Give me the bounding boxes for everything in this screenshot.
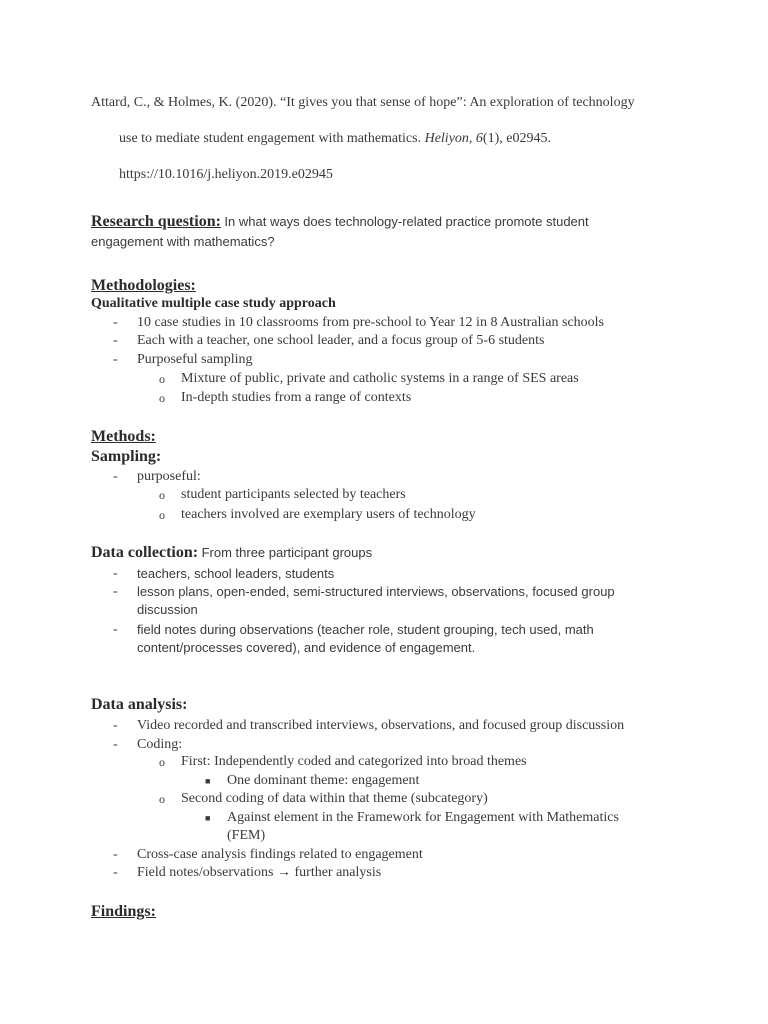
data-analysis-sub-2-1-cont: (FEM) [227, 828, 266, 843]
data-collection-item-2-cont: discussion [137, 602, 198, 617]
citation-journal: Heliyon, [424, 131, 473, 146]
citation-line-1 [91, 94, 635, 112]
bullet-circle: o [159, 372, 165, 386]
data-collection-item-1: teachers, school leaders, students [137, 566, 335, 581]
data-collection-item-2: lesson plans, open-ended, semi-structured interviews, observations, focused group [137, 584, 615, 599]
bullet-dash: - [113, 622, 118, 637]
data-collection-intro: From three participant groups [201, 545, 373, 560]
data-analysis-item-3: Cross-case analysis findings related to engagement [137, 847, 423, 862]
methodologies-subheading: Qualitative multiple case study approach [91, 296, 336, 311]
bullet-dash: - [113, 315, 118, 330]
data-collection-item-3-cont: content/processes covered), and evidence of engagement. [137, 640, 476, 655]
sampling-heading: Sampling: [91, 448, 162, 465]
bullet-circle: o [159, 755, 165, 769]
bullet-square: ■ [205, 776, 211, 786]
citation-title-part2: use to mediate student engagement with mathematics. [119, 131, 422, 146]
bullet-dash: - [113, 469, 118, 484]
data-analysis-item-4-text-2: further analysis [294, 865, 382, 880]
data-analysis-sub-1-1: One dominant theme: engagement [227, 773, 420, 788]
data-analysis-sub-1: First: Independently coded and categorized into broad themes [181, 754, 527, 769]
arrow-right-icon: → [277, 865, 291, 880]
citation-line-2 [119, 130, 551, 148]
bullet-dash: - [113, 352, 118, 367]
bullet-dash: - [113, 333, 118, 348]
methods-heading: Methods: [91, 428, 156, 445]
research-question-heading: Research question: [91, 213, 221, 230]
data-collection-item-3: field notes during observations (teacher role, student grouping, tech used, math [137, 622, 594, 637]
bullet-circle: o [159, 488, 165, 502]
methodology-subitem-1: Mixture of public, private and catholic systems in a range of SES areas [181, 371, 579, 386]
findings-heading: Findings: [91, 903, 156, 920]
research-question-text-1: In what ways does technology-related practice promote student [224, 214, 589, 229]
bullet-circle: o [159, 508, 165, 522]
bullet-square: ■ [205, 813, 211, 823]
sampling-item: purposeful: [137, 469, 201, 484]
citation-authors: Attard, C., & Holmes, K. (2020). [91, 95, 277, 110]
bullet-dash: - [113, 737, 118, 752]
citation-doi: https://10.1016/j.heliyon.2019.e02945 [119, 167, 333, 182]
data-collection-line [91, 544, 372, 563]
bullet-dash: - [113, 584, 118, 599]
bullet-dash: - [113, 566, 118, 581]
research-question-text-2: engagement with mathematics? [91, 234, 275, 249]
bullet-circle: o [159, 792, 165, 806]
methodologies-heading: Methodologies: [91, 277, 196, 294]
bullet-dash: - [113, 865, 118, 880]
bullet-dash: - [113, 718, 118, 733]
methodology-item-2: Each with a teacher, one school leader, and a focus group of 5-6 students [137, 333, 545, 348]
data-analysis-sub-2-1: Against element in the Framework for Engagement with Mathematics [227, 810, 619, 825]
citation-title-part1: “It gives you that sense of hope”: An exploration of technology [279, 95, 635, 110]
data-collection-heading: Data collection: [91, 544, 199, 561]
citation-issue: (1), e02945. [482, 131, 551, 146]
data-analysis-item-2: Coding: [137, 737, 183, 752]
data-analysis-sub-2: Second coding of data within that theme (subcategory) [181, 791, 488, 806]
research-question-line-1 [91, 213, 589, 232]
data-analysis-item-4 [137, 864, 381, 882]
citation-volume: 6 [475, 131, 483, 146]
data-analysis-heading: Data analysis: [91, 696, 188, 713]
data-analysis-item-1: Video recorded and transcribed interviews, observations, and focused group discussion [137, 718, 625, 733]
bullet-dash: - [113, 847, 118, 862]
data-analysis-item-4-text: Field notes/observations [137, 865, 274, 880]
methodology-item-1: 10 case studies in 10 classrooms from pre-school to Year 12 in 8 Australian schools [137, 315, 604, 330]
sampling-subitem-2: teachers involved are exemplary users of technology [181, 507, 476, 522]
methodology-subitem-2: In-depth studies from a range of contexts [181, 390, 412, 405]
bullet-circle: o [159, 391, 165, 405]
sampling-subitem-1: student participants selected by teachers [181, 487, 406, 502]
methodology-item-3: Purposeful sampling [137, 352, 253, 367]
